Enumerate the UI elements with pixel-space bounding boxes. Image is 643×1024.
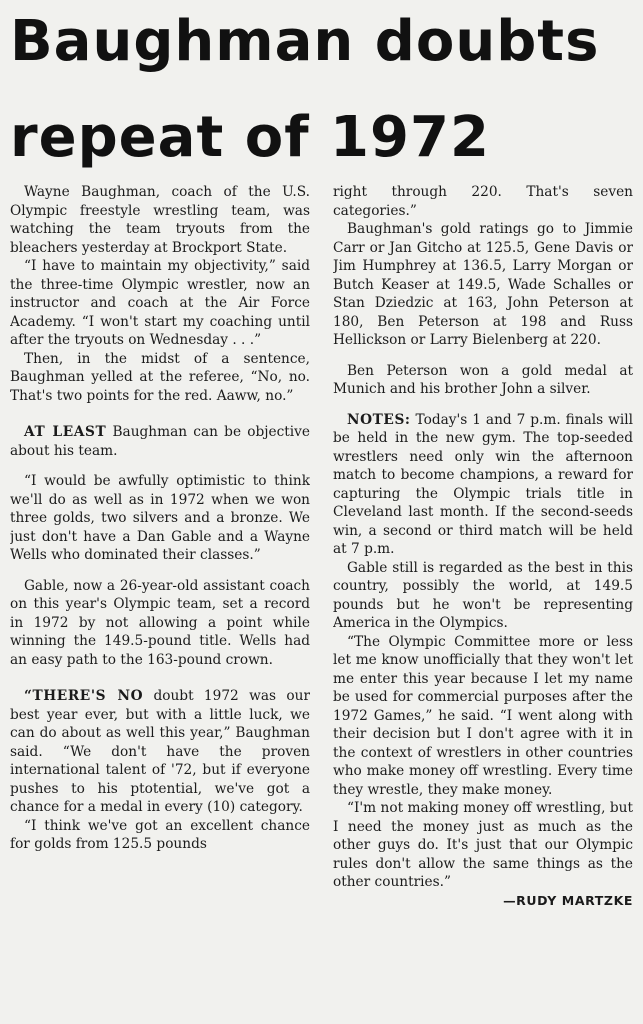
headline-line-1: Baughman doubts [10,9,600,74]
headline-line-2: repeat of 1972 [10,105,490,170]
paragraph [10,423,310,460]
paragraph: Wayne Baughman, coach of the U.S. Olympic freestyle wrestling team, was watching the team tryouts from the bleachers yesterday at Brockport State. [10,184,310,256]
section-lead: “THERE'S NO [24,688,144,704]
article-column-right [333,183,633,1021]
paragraph: Ben Peterson won a gold medal at Munich and his brother John a silver. [333,362,633,397]
paragraph: “I would be awfully optimistic to think we'll do as well as in 1972 when we won three golds, two silvers and a bronze. We just don't have a Dan Gable and a Wayne Wells who dominated their classes.” [10,473,310,563]
paragraph-text: Today's 1 and 7 p.m. finals will be held in the new gym. The top-seeded wrestlers need only win the afternoon match to become champions, a reward for capturing the Olympic trials title in Cleveland last month. If the second-seeds win, a second or third match will be held at 7 p.m. [333,411,633,557]
section-lead: AT LEAST [24,424,107,440]
paragraph: Then, in the midst of a sentence, Baughman yelled at the referee, “No, no. That's two points for the red. Aaww, no.” [10,350,310,404]
headline [0,0,643,180]
paragraph: “I have to maintain my objectivity,” said the three-time Olympic wrestler, now an instructor and coach at the Air Force Academy. “I won't start my coaching until after the tryouts on Wednesday . . .” [10,258,310,348]
paragraph: “The Olympic Committee more or less let me know unofficially that they won't let me enter this year because I let my name be used for commercial purposes after the 1972 Games,” he said. “I went along with their decision but I don't agree with it in the context of wrestlers in other countries who make money off wrestling. Every time they wrestle, they make money. [333,633,633,798]
paragraph-text: Baughman can be objective about his team. [10,424,310,459]
paragraph: Gable still is regarded as the best in this country, possibly the world, at 149.5 pounds but he won't be representing America in the Olympics. [333,559,633,631]
paragraph: “I think we've got an excellent chance for golds from 125.5 pounds [10,817,310,852]
paragraph: Gable, now a 26-year-old assistant coach on this year's Olympic team, set a record in 1972 by not allowing a point while winning the 149.5-pound title. Wells had an easy path to the 163-pound crown. [10,577,310,668]
article-column-left [10,183,310,1021]
paragraph: “I'm not making money off wrestling, but I need the money just as much as the other guys do. It's just that our Olympic rules don't allow the same things as the other countries.” [333,800,633,890]
section-lead: NOTES: [347,411,411,428]
paragraph-text: doubt 1972 was our best year ever, but with a little luck, we can do about as well this year,” Baughman said. “We don't have the proven international talent of '72, but if everyone pushes to his ptotential, we've got a chance for a medal in every (10) category. [10,688,310,815]
paragraph: right through 220. That's seven categories.” [333,184,633,219]
byline: —RUDY MARTZKE [503,892,633,908]
paragraph [10,687,310,817]
paragraph: Baughman's gold ratings go to Jimmie Carr or Jan Gitcho at 125.5, Gene Davis or Jim Humphrey at 136.5, Larry Morgan or Butch Keaser at 149.5, Wade Schalles or Stan Dziedzic at 163, John Peterson at 180, Ben Peterson at 198 and Russ Hellickson or Larry Bielenberg at 220. [333,221,633,348]
paragraph [333,411,633,559]
